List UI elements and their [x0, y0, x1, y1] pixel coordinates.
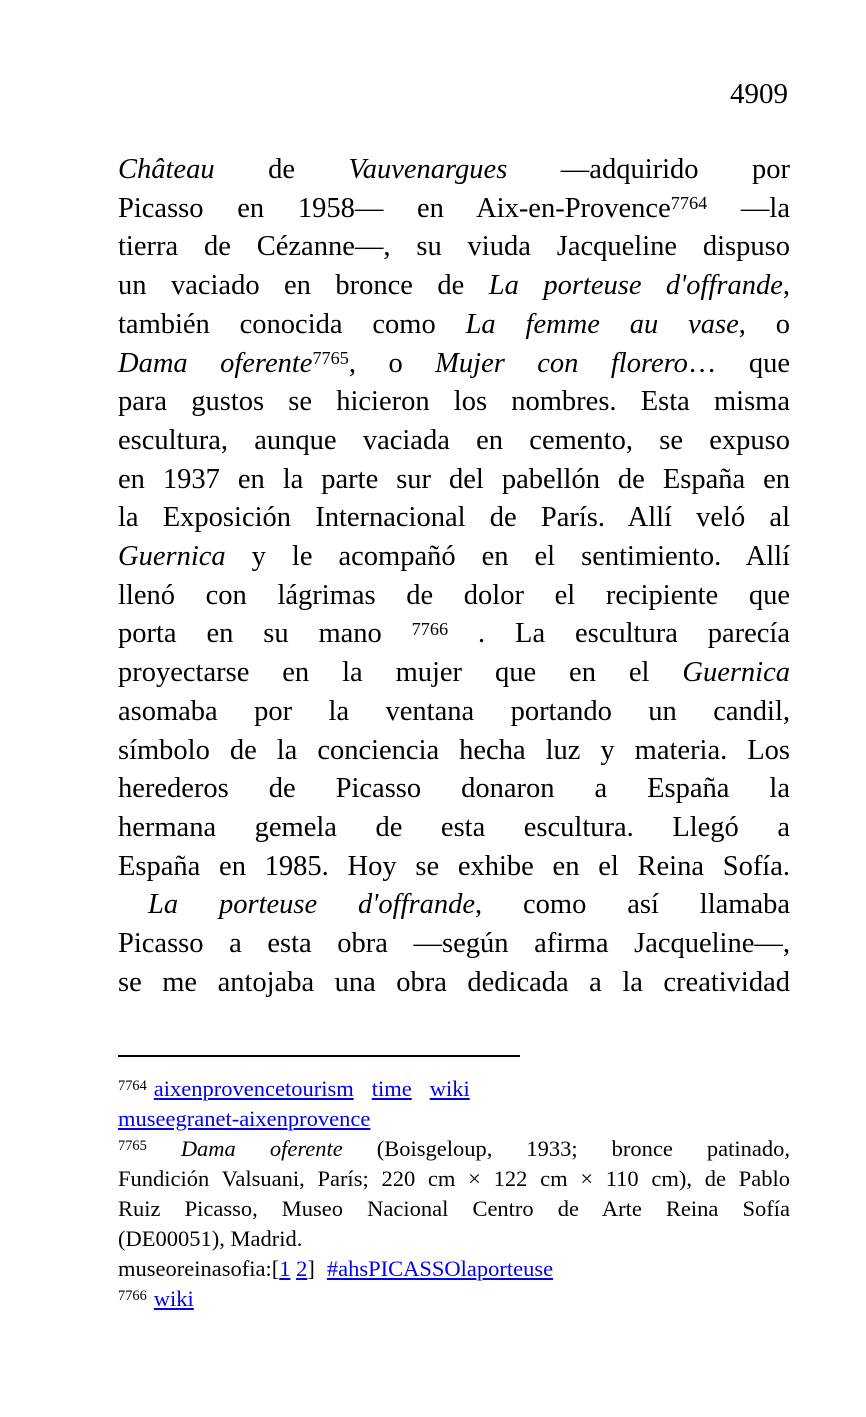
text-run: también conocida como: [118, 308, 466, 340]
text-line: [118, 190, 790, 229]
text-line: [118, 267, 790, 306]
text-run: de: [214, 154, 349, 185]
text-run: Fundición Valsuani, París; 220 cm × 122 cm × 110 cm), de Pablo: [118, 1166, 790, 1191]
link-time[interactable]: time: [371, 1076, 412, 1101]
link-wiki-7764[interactable]: wiki: [429, 1076, 470, 1101]
text-run: museoreinasofia:[: [118, 1256, 280, 1281]
text-run: un vaciado en bronce de: [118, 270, 489, 302]
text-line: [118, 383, 790, 422]
text-line: [118, 770, 790, 809]
footnote-7765-line-3: [118, 1194, 790, 1224]
link-museoreinasofia-2[interactable]: 2: [296, 1256, 308, 1281]
text-run: , o: [738, 308, 790, 340]
footnote-marker-7764: 7764: [118, 1077, 147, 1094]
text-run: herederos de Picasso donaron a España la: [118, 773, 790, 805]
text-run: Dama oferente: [180, 1136, 343, 1161]
text-line: [118, 848, 790, 887]
text-run: ,: [782, 270, 790, 302]
footnotes-section: [118, 1074, 790, 1314]
text-run: Picasso a esta obra —según afirma Jacqueline—,: [118, 928, 790, 960]
text-line: [118, 732, 790, 771]
footnote-marker-7765: 7765: [118, 1137, 147, 1154]
text-run: La porteuse d'offrande: [148, 889, 475, 921]
text-line: [118, 461, 790, 500]
footnote-7766-line-1: [118, 1284, 790, 1314]
text-run: , o: [348, 347, 436, 379]
text-line: [118, 615, 790, 654]
footnote-7765-line-2: [118, 1164, 790, 1194]
link-museoreinasofia-1[interactable]: 1: [279, 1256, 291, 1281]
paragraph-2: [118, 886, 790, 1002]
text-run: … que: [687, 347, 791, 379]
link-wiki-7766[interactable]: wiki: [153, 1286, 194, 1311]
text-run: España en 1985. Hoy se exhibe en el Reina Sofía.: [118, 850, 790, 882]
text-line: [118, 964, 790, 1003]
text-run: Château: [118, 154, 215, 185]
text-line: [118, 577, 790, 616]
text-run: símbolo de la conciencia hecha luz y materia. Los: [118, 734, 790, 766]
link-aixenprovencetourism[interactable]: aixenprovencetourism: [153, 1076, 354, 1101]
text-line: [118, 151, 790, 190]
text-run: —adquirido por: [507, 154, 790, 185]
text-run: escultura, aunque vaciada en cemento, se expuso: [118, 424, 790, 456]
text-run: La femme au vase: [465, 308, 739, 340]
text-run: Ruiz Picasso, Museo Nacional Centro de Arte Reina Sofía: [118, 1196, 790, 1221]
text-run: Guernica: [118, 541, 226, 573]
page-number: 4909: [730, 78, 788, 110]
text-run: (DE00051), Madrid.: [118, 1226, 303, 1251]
body-text: [118, 151, 790, 1002]
text-run: en 1937 en la parte sur del pabellón de España en: [118, 463, 790, 495]
text-line: [118, 693, 790, 732]
text-run: (Boisgeloup, 1933; bronce patinado,: [342, 1136, 790, 1161]
text-run: Guernica: [682, 657, 790, 689]
text-line: [118, 538, 790, 577]
link-ahspicassolaporteuse[interactable]: #ahsPICASSOlaporteuse: [326, 1256, 554, 1281]
footnote-ref-7764: 7764: [670, 193, 708, 214]
text-line: [118, 886, 790, 925]
text-line: [118, 499, 790, 538]
footnote-7765-line-5: [118, 1254, 790, 1284]
text-run: Picasso en 1958— en Aix-en-Provence: [118, 192, 671, 224]
text-line: [118, 345, 790, 384]
text-run: Mujer con florero: [435, 347, 688, 379]
text-line: [118, 809, 790, 848]
text-run: [147, 1136, 181, 1161]
footnote-7765-line-1: [118, 1134, 790, 1164]
text-run: . La escultura parecía: [448, 618, 790, 650]
text-run: Vauvenargues: [348, 154, 508, 185]
footnote-separator: [118, 1055, 520, 1057]
paragraph-1: [118, 151, 790, 886]
text-run: asomaba por la ventana portando un candil,: [118, 695, 790, 727]
footnote-7764-line-2: [118, 1104, 790, 1134]
link-museegranet-aixenprovence[interactable]: museegranet-aixenprovence: [118, 1106, 371, 1131]
text-run: se me antojaba una obra dedicada a la creatividad: [118, 966, 790, 998]
footnote-marker-7766: 7766: [118, 1287, 147, 1304]
text-line: [118, 228, 790, 267]
text-line: [118, 306, 790, 345]
text-line: [118, 422, 790, 461]
text-run: hermana gemela de esta escultura. Llegó a: [118, 811, 790, 843]
text-run: —la: [707, 192, 790, 224]
text-run: llenó con lágrimas de dolor el recipiente que: [118, 579, 790, 611]
text-line: [118, 925, 790, 964]
text-run: y le acompañó en el sentimiento. Allí: [225, 541, 790, 573]
footnote-ref-7765: 7765: [312, 347, 349, 368]
text-run: proyectarse en la mujer que en el: [118, 657, 683, 689]
text-run: ]: [307, 1256, 315, 1281]
footnote-7765-line-4: [118, 1224, 790, 1254]
text-run: tierra de Cézanne—, su viuda Jacqueline dispuso: [118, 231, 790, 263]
text-run: para gustos se hicieron los nombres. Esta misma: [118, 386, 790, 418]
text-run: Dama oferente: [118, 347, 313, 379]
footnote-ref-7766: 7766: [411, 618, 449, 639]
text-run: porta en su mano: [118, 618, 412, 650]
text-run: la Exposición Internacional de París. Allí veló al: [118, 502, 790, 534]
text-run: , como así llamaba: [474, 889, 790, 921]
footnote-7764-line-1: [118, 1074, 790, 1104]
text-line: [118, 654, 790, 693]
text-run: La porteuse d'offrande: [488, 270, 783, 302]
